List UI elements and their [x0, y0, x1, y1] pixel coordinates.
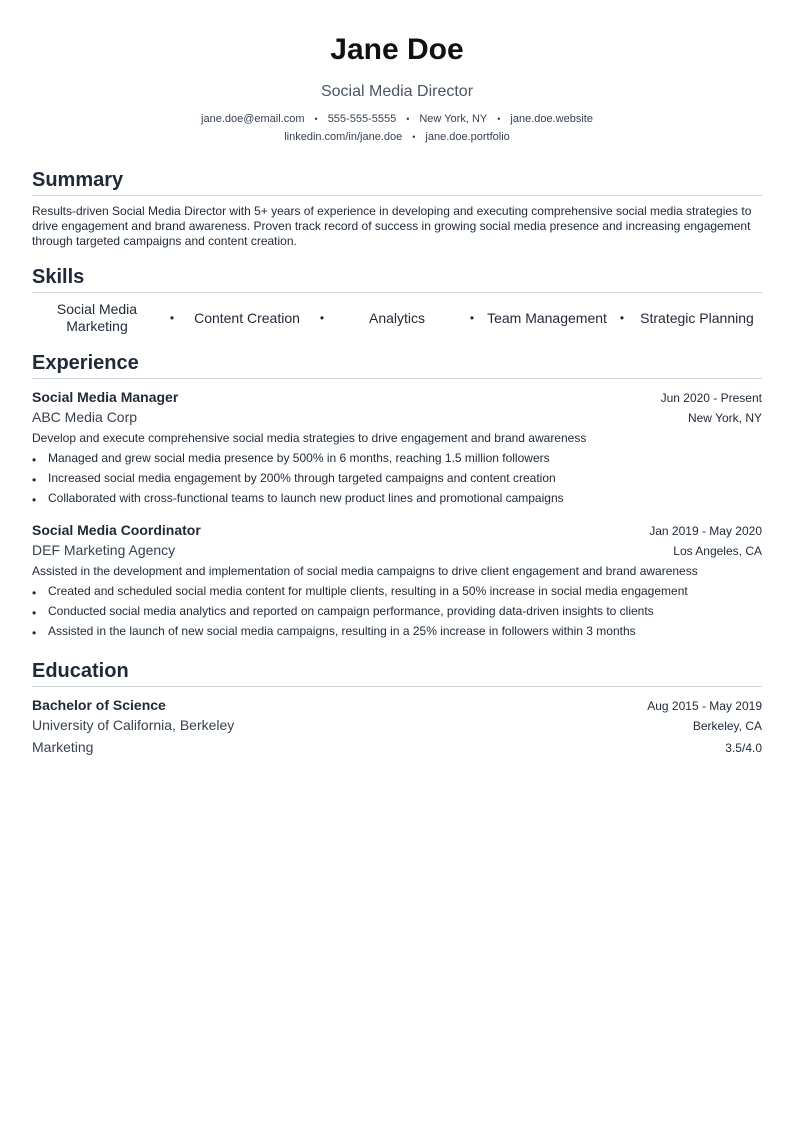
gpa-text: 3.5/4.0: [725, 741, 762, 755]
school-location: Berkeley, CA: [692, 719, 762, 733]
bullet-icon: •: [32, 453, 37, 467]
achievement-text: Increased social media engagement by 200% through targeted campaigns and content creation: [48, 471, 556, 485]
company-name: DEF Marketing Agency: [32, 542, 176, 558]
education-heading: Education: [32, 659, 762, 687]
contact-info: [32, 110, 762, 146]
website-link[interactable]: jane.doe.website: [510, 113, 593, 125]
candidate-name: Jane Doe: [330, 33, 464, 66]
contact-row-1: [32, 110, 762, 128]
experience-section: [32, 351, 762, 641]
contact-separator: •: [412, 132, 416, 142]
skill-separator: •: [319, 311, 325, 325]
skill-separator: •: [469, 311, 475, 325]
skill-item: Content Creation: [194, 309, 300, 326]
job-dates: Jan 2019 - May 2020: [649, 524, 762, 538]
job-location: New York, NY: [687, 411, 762, 425]
list-item: [32, 448, 762, 468]
list-item: [32, 581, 762, 601]
education-entry: [32, 696, 762, 758]
experience-entry: [32, 388, 762, 508]
list-item: [32, 621, 762, 641]
skill-item: Team Management: [487, 309, 607, 326]
list-item: [32, 468, 762, 488]
skills-list: [32, 301, 762, 335]
achievement-text: Managed and grew social media presence by 500% in 6 months, reaching 1.5 million followers: [48, 451, 550, 465]
contact-separator: •: [406, 114, 410, 124]
job-dates: Jun 2020 - Present: [660, 391, 762, 405]
skill-item: Analytics: [368, 309, 426, 326]
experience-entry: [32, 521, 762, 641]
skill-separator: •: [619, 311, 625, 325]
job-location: Los Angeles, CA: [673, 544, 762, 558]
summary-heading: Summary: [32, 168, 762, 196]
bullet-icon: •: [32, 473, 37, 487]
achievement-text: Assisted in the launch of new social media campaigns, resulting in a 25% increase in followers within 3 months: [48, 624, 636, 638]
achievement-text: Created and scheduled social media content for multiple clients, resulting in a 50% increase in social media engagement: [48, 584, 688, 598]
company-name: ABC Media Corp: [32, 409, 138, 425]
achievement-list: [32, 448, 762, 508]
list-item: [32, 601, 762, 621]
bullet-icon: •: [32, 493, 37, 507]
location-text: New York, NY: [419, 113, 488, 125]
skill-separator: •: [169, 311, 175, 325]
candidate-headline: Social Media Director: [320, 83, 474, 100]
school-name: University of California, Berkeley: [32, 717, 235, 733]
phone-text[interactable]: 555-555-5555: [327, 113, 397, 125]
job-title: Social Media Manager: [32, 389, 179, 405]
bullet-icon: •: [32, 626, 37, 640]
bullet-icon: •: [32, 586, 37, 600]
contact-separator: •: [497, 114, 501, 124]
education-section: [32, 659, 762, 758]
degree-title: Bachelor of Science: [32, 697, 166, 713]
skills-heading: Skills: [32, 265, 762, 293]
bullet-icon: •: [32, 606, 37, 620]
achievement-text: Conducted social media analytics and reported on campaign performance, providing data-driven insights to clients: [48, 604, 654, 618]
skills-section: [32, 265, 762, 335]
portfolio-link[interactable]: jane.doe.portfolio: [425, 131, 510, 143]
contact-row-2: [32, 128, 762, 146]
skill-item: Social Media Marketing: [56, 301, 138, 334]
email-link[interactable]: jane.doe@email.com: [201, 113, 305, 125]
summary-section: [32, 168, 762, 249]
job-description: Develop and execute comprehensive social media strategies to drive engagement and brand awareness: [32, 431, 587, 445]
skill-item: Strategic Planning: [640, 309, 754, 326]
education-dates: Aug 2015 - May 2019: [647, 699, 762, 713]
field-of-study: Marketing: [32, 739, 94, 755]
experience-heading: Experience: [32, 351, 762, 379]
job-description: Assisted in the development and implementation of social media campaigns to drive client engagement and brand awareness: [32, 564, 698, 578]
list-item: [32, 488, 762, 508]
job-title: Social Media Coordinator: [32, 522, 201, 538]
linkedin-link[interactable]: linkedin.com/in/jane.doe: [284, 131, 403, 143]
summary-text: Results-driven Social Media Director with 5+ years of experience in developing and executing comprehensive social media strategies to drive engagement and brand awareness. Proven track record of success in growing social media presence and increasing engagement through targeted campaigns and content creation.: [32, 204, 752, 248]
achievement-text: Collaborated with cross-functional teams to launch new product lines and promotional campaigns: [48, 491, 564, 505]
contact-separator: •: [314, 114, 318, 124]
achievement-list: [32, 581, 762, 641]
